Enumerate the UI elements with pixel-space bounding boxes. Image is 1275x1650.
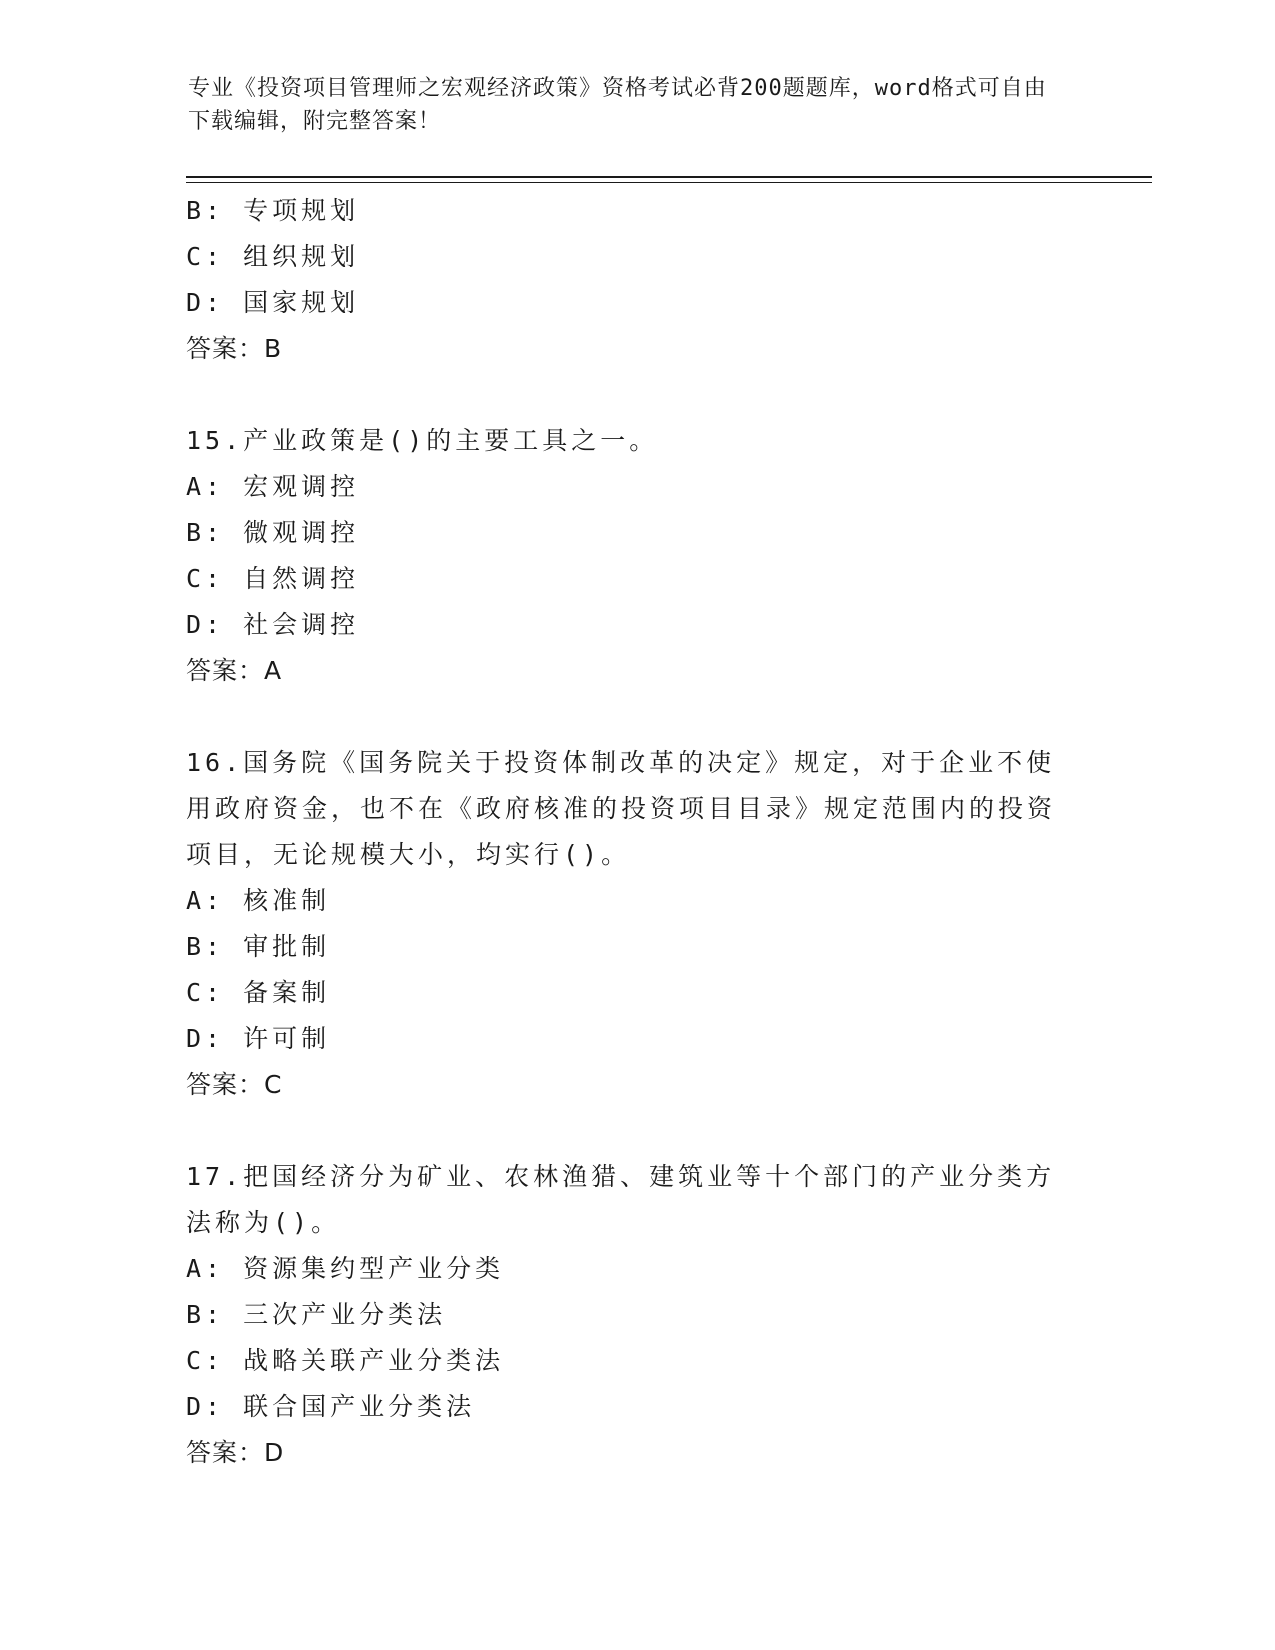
answer-line: 答案：A: [186, 656, 283, 685]
option-a: A: 资源集约型产业分类: [186, 1254, 505, 1283]
option-b: B: 微观调控: [186, 518, 360, 547]
answer-line: 答案：B: [186, 334, 283, 363]
page-header-title: 专业《投资项目管理师之宏观经济政策》资格考试必背200题题库，word格式可自由下载编辑，附完整答案！: [188, 76, 1047, 134]
question-text: 15.产业政策是()的主要工具之一。: [186, 426, 659, 455]
option-b: B: 三次产业分类法: [186, 1300, 447, 1329]
question-16: [186, 740, 1086, 1108]
spacer: [186, 372, 1086, 418]
option-d: D: 联合国产业分类法: [186, 1392, 476, 1421]
option-c: C: 备案制: [186, 978, 331, 1007]
option-c: C: 战略关联产业分类法: [186, 1346, 505, 1375]
question-15: [186, 418, 1086, 694]
option-a: A: 宏观调控: [186, 472, 360, 501]
question-text: 17.把国经济分为矿业、农林渔猎、建筑业等十个部门的产业分类方法称为()。: [186, 1162, 1056, 1237]
question-14: [186, 188, 1086, 372]
option-d: D: 国家规划: [186, 288, 360, 317]
spacer: [186, 694, 1086, 740]
option-a: A: 核准制: [186, 886, 331, 915]
header-divider: [186, 176, 1152, 183]
option-d: D: 社会调控: [186, 610, 360, 639]
option-c: C: 组织规划: [186, 242, 360, 271]
option-b: B: 审批制: [186, 932, 331, 961]
answer-line: 答案：C: [186, 1070, 283, 1099]
answer-line: 答案：D: [186, 1438, 285, 1467]
question-text: 16.国务院《国务院关于投资体制改革的决定》规定，对于企业不使用政府资金，也不在《政府核准的投资项目目录》规定范围内的投资项目，无论规模大小，均实行()。: [186, 748, 1057, 869]
spacer: [186, 1108, 1086, 1154]
option-b: B: 专项规划: [186, 196, 360, 225]
question-17: [186, 1154, 1086, 1476]
question-list: [186, 188, 1086, 1476]
option-c: C: 自然调控: [186, 564, 360, 593]
option-d: D: 许可制: [186, 1024, 331, 1053]
